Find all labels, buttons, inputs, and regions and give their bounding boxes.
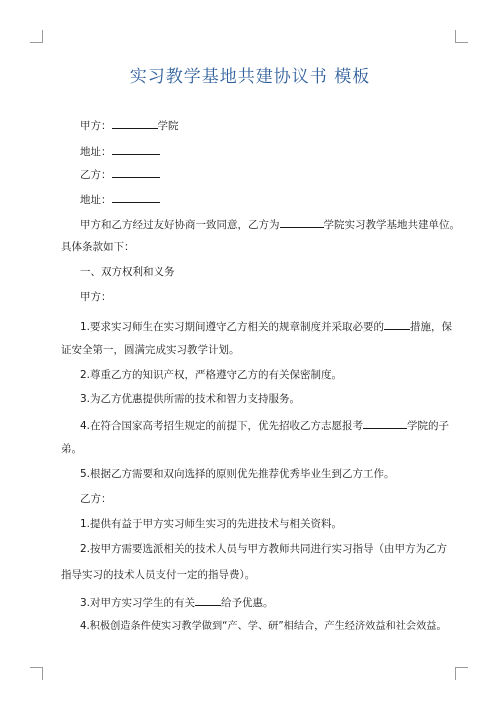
- intro-line-2: 具体条款如下：: [61, 241, 135, 253]
- a-item-3: 3.为乙方优惠提供所需的技术和智力支持服务。: [80, 393, 301, 405]
- party-b-heading: 乙方：: [80, 493, 112, 505]
- a-item-1-text-2: 措施，保: [410, 321, 453, 333]
- a-item-2: 2.尊重乙方的知识产权，严格遵守乙方的有关保密制度。: [80, 369, 343, 381]
- b-item-2-line-2: 指导实习的技术人员支付一定的指导费）。: [61, 569, 256, 581]
- document-title: 实习教学基地共建协议书 模板: [129, 67, 371, 87]
- a-item-4-text-1: 4.在符合国家高考招生规定的前提下，优先招收乙方志愿报考: [80, 420, 364, 432]
- page-corner-mark-top-left: [30, 30, 43, 43]
- intro-blank: [280, 216, 324, 228]
- page-corner-mark-bottom-right: [455, 667, 468, 680]
- address-a-label: 地址：: [80, 146, 112, 158]
- intro-text-2: 学院实习教学基地共建单位。: [323, 219, 460, 231]
- section-1-heading: 一、双方权利和义务: [80, 266, 175, 278]
- a-item-1-blank: [384, 318, 410, 330]
- a-item-1-text-1: 1.要求实习师生在实习期间遵守乙方相关的规章制度并采取必要的: [80, 321, 385, 333]
- b-item-4: 4.积极创造条件使实习教学做到“产、学、研”相结合，产生经济效益和社会效益。: [80, 621, 447, 632]
- party-a-blank: [112, 117, 158, 129]
- b-item-3-text-1: 3.对甲方实习学生的有关: [80, 597, 196, 609]
- a-item-5: 5.根据乙方需要和双向选择的原则优先推荐优秀毕业生到乙方工作。: [80, 468, 395, 480]
- b-item-3-text-2: 给予优惠。: [221, 597, 274, 609]
- party-b-line: [80, 166, 160, 182]
- party-b-blank: [112, 166, 160, 178]
- a-item-4-line-1: [80, 417, 449, 433]
- b-item-2-line-1: 2.按甲方需要选派相关的技术人员与甲方教师共同进行实习指导（由甲方为乙方: [80, 543, 448, 555]
- address-b-label: 地址：: [80, 194, 112, 206]
- intro-text-1: 甲方和乙方经过友好协商一致同意，乙方为: [80, 219, 280, 231]
- party-b-label: 乙方：: [80, 169, 112, 181]
- party-a-heading: 甲方：: [80, 291, 112, 303]
- a-item-1-line-1: [80, 318, 452, 334]
- b-item-1: 1.提供有益于甲方实习师生实习的先进技术与相关资料。: [80, 518, 343, 530]
- a-item-4-line-2: 弟。: [61, 443, 82, 455]
- address-a-line: [80, 143, 160, 159]
- a-item-1-line-2: 证安全第一，圆满完成实习教学计划。: [61, 344, 240, 356]
- address-a-blank: [112, 143, 160, 155]
- page-corner-mark-top-right: [455, 30, 468, 43]
- a-item-4-text-2: 学院的子: [407, 420, 450, 432]
- address-b-line: [80, 191, 160, 207]
- b-item-3-blank: [195, 594, 221, 606]
- page-corner-mark-bottom-left: [30, 667, 43, 680]
- party-a-line: [80, 117, 179, 133]
- b-item-3-line: [80, 594, 274, 610]
- a-item-4-blank: [363, 417, 407, 429]
- intro-line-1: [80, 216, 460, 232]
- party-a-suffix: 学院: [157, 120, 179, 132]
- address-b-blank: [112, 191, 160, 203]
- party-a-label: 甲方：: [80, 120, 112, 132]
